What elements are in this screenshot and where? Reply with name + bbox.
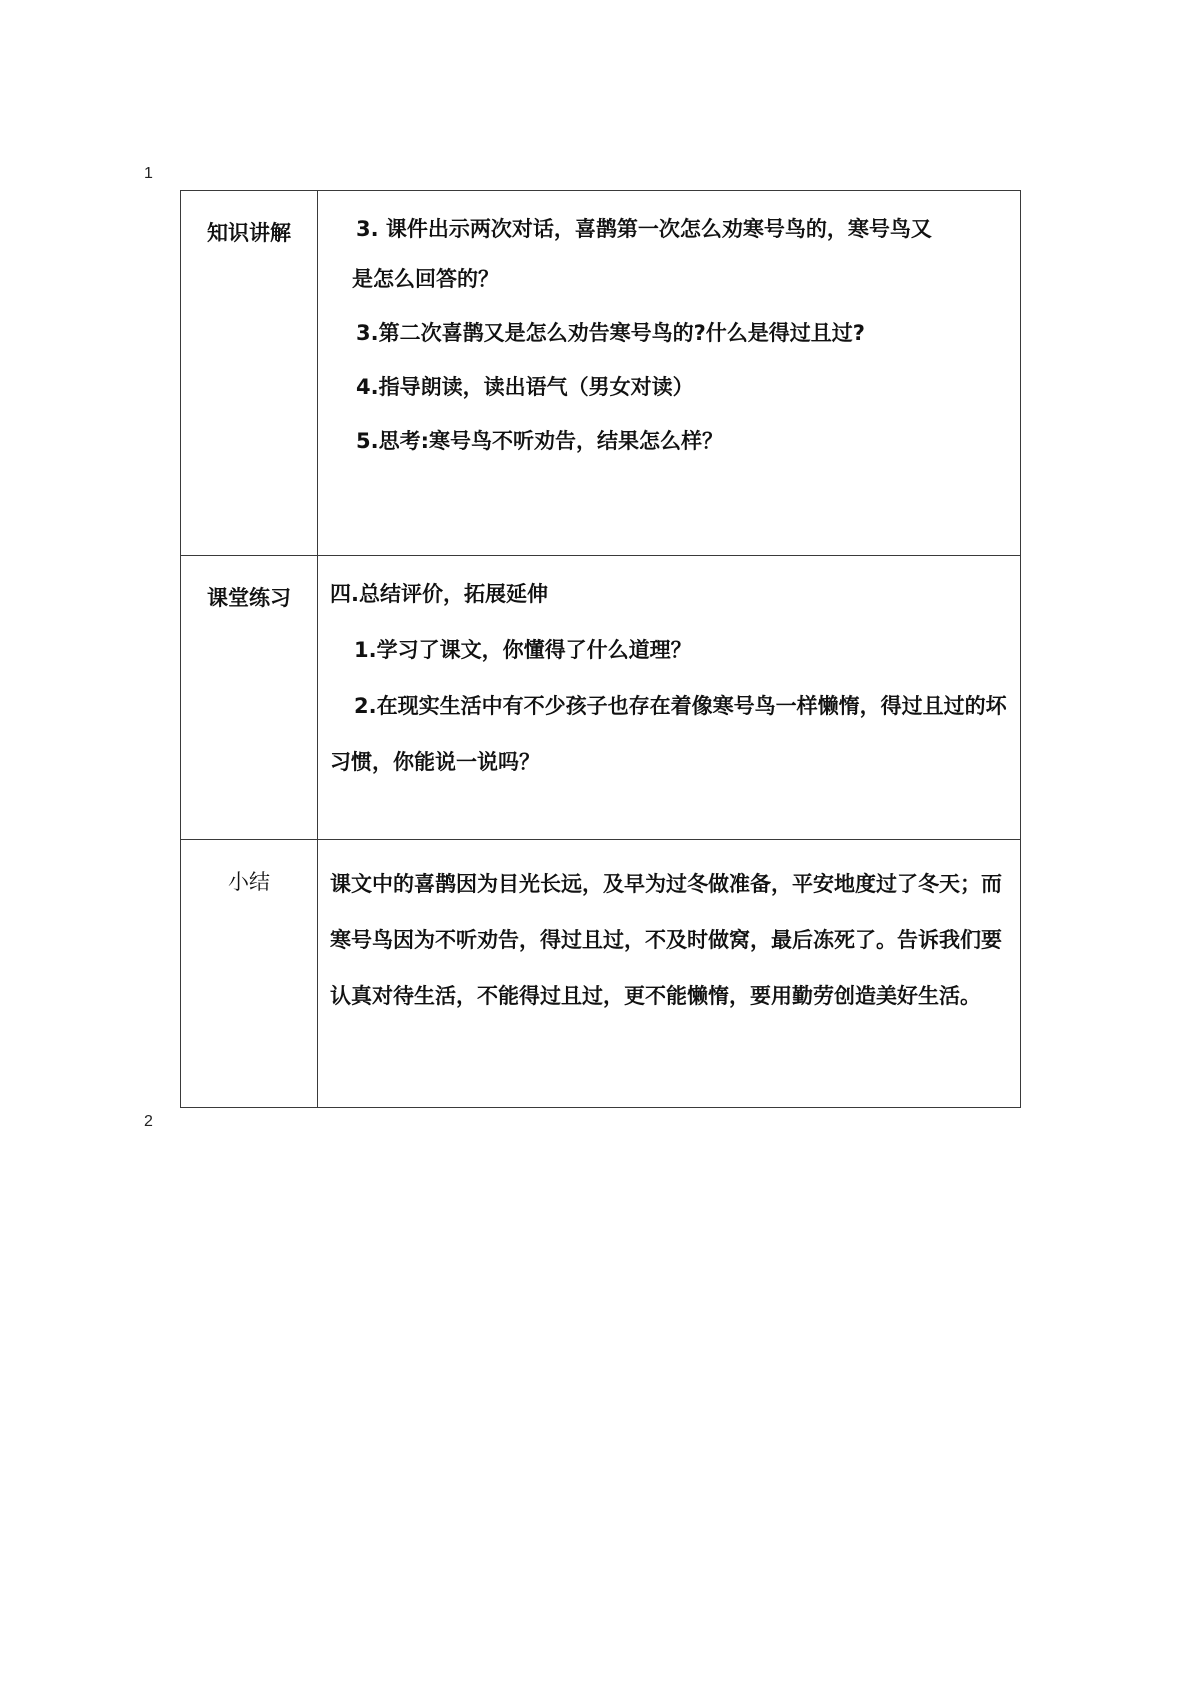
table-row-knowledge [181, 191, 1021, 556]
content-line: 是怎么回答的？ [352, 267, 499, 291]
row-content-practice [318, 556, 1021, 840]
content-line: 5.思考:寒号鸟不听劝告，结果怎么样？ [356, 429, 723, 453]
content-paragraph: 2.在现实生活中有不少孩子也存在着像寒号鸟一样懒惰，得过且过的坏习惯，你能说一说吗？ [330, 694, 1007, 774]
table-row-practice [181, 556, 1021, 840]
row-content-summary [318, 840, 1021, 1108]
row-content-knowledge [318, 191, 1021, 556]
lesson-plan-table [180, 190, 1021, 1108]
content-line: 四.总结评价，拓展延伸 [330, 582, 548, 606]
row-label-knowledge: 知识讲解 [207, 221, 291, 245]
content-line: 3.第二次喜鹊又是怎么劝告寒号鸟的?什么是得过且过? [356, 321, 865, 345]
row-label-cell [181, 556, 318, 840]
row-label-practice: 课堂练习 [207, 586, 291, 610]
page-marker-top: 1 [144, 165, 153, 182]
row-label-summary: 小结 [228, 870, 270, 894]
content-line: 3. 课件出示两次对话，喜鹊第一次怎么劝寒号鸟的，寒号鸟又 [356, 217, 932, 241]
page-marker-bottom: 2 [144, 1113, 153, 1130]
row-label-cell [181, 191, 318, 556]
content-line: 4.指导朗读，读出语气（男女对读） [356, 375, 694, 399]
table-row-summary [181, 840, 1021, 1108]
content-line: 1.学习了课文，你懂得了什么道理？ [354, 638, 692, 662]
content-paragraph: 课文中的喜鹊因为目光长远，及早为过冬做准备，平安地度过了冬天；而寒号鸟因为不听劝告，得过且过，不及时做窝，最后冻死了。告诉我们要认真对待生活，不能得过且过，更不能懒惰，要用勤劳创造美好生活。 [330, 872, 1002, 1008]
row-label-cell [181, 840, 318, 1108]
